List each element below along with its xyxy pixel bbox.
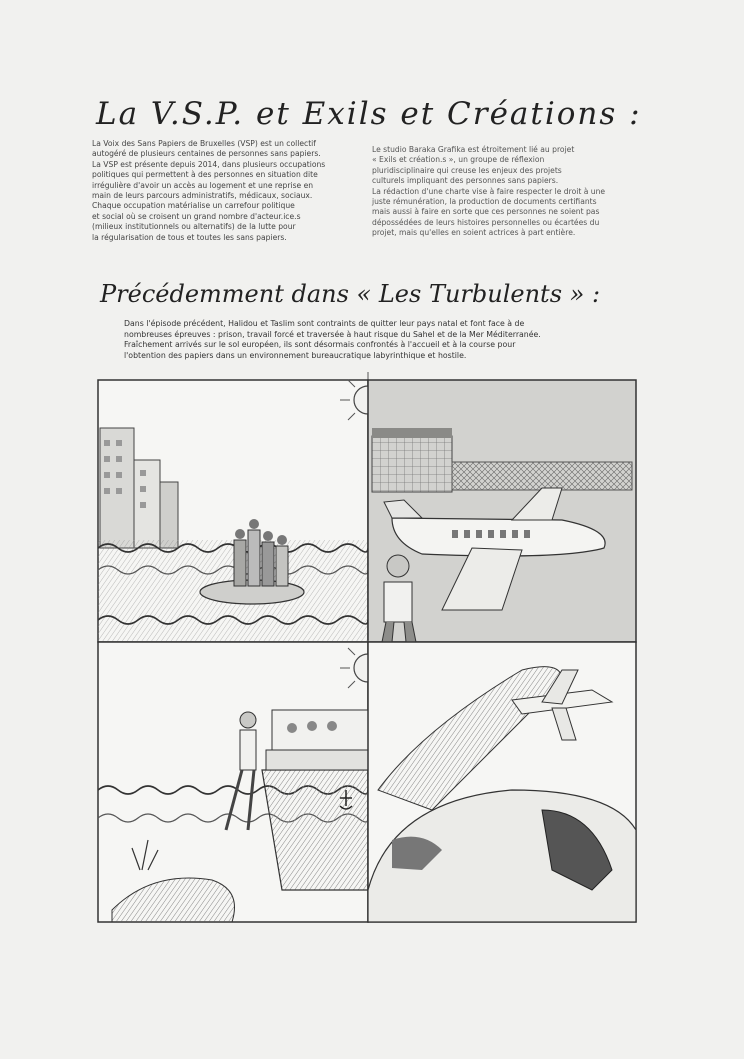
text-line: main de leurs parcours administratifs, médicaux, sociaux. [92, 191, 313, 201]
text-line: politiques qui permettent à des personnes en situation dite [92, 170, 318, 180]
text-line: l'obtention des papiers dans un environnement bureaucratique labyrinthique et hostile. [124, 350, 467, 360]
text-line: dépossédées de leurs histoires personnelles ou écartées du [372, 217, 600, 227]
text-line: Le studio Baraka Grafika est étroitement lié au projet [372, 145, 575, 154]
text-line: pluridisciplinaire qui creuse les enjeux des projets [372, 165, 562, 175]
text-line: juste rémunération, la production de documents certifiants [372, 197, 597, 207]
text-line: Chaque occupation matérialise un carrefour politique [92, 201, 295, 211]
text-line: La VSP est présente depuis 2014, dans plusieurs occupations [92, 159, 326, 169]
section-heading: Précédemment dans « Les Turbulents » : [100, 280, 601, 308]
exils-description [372, 145, 634, 239]
text-line: Fraîchement arrivés sur le sol européen, ils sont désormais confrontés à l'accueil et à la course pour [124, 340, 516, 350]
ship [262, 710, 368, 890]
text-line: nombreuses épreuves : prison, travail forcé et traversée à haut risque du Sahel et de la Mer Méditerranée. [124, 329, 541, 339]
text-line: la régularisation de tous et toutes les sans papiers. [92, 232, 287, 242]
text-line: « Exils et création.s », un groupe de réflexion [372, 155, 545, 165]
text-line: irrégulière d'avoir un accès au logement et une reprise en [92, 180, 314, 190]
page-title: La V.S.P. et Exils et Créations : [96, 96, 642, 132]
text-line: Dans l'épisode précédent, Halidou et Taslim sont contraints de quitter leur pays natal et font face à de [124, 319, 525, 328]
text-line: mais aussi à faire en sorte que ces personnes ne soient pas [372, 207, 600, 217]
episode-summary [124, 319, 604, 361]
panel-airport [368, 380, 636, 642]
text-line: projet, mais qu'elles en soient actrices à part entière. [372, 228, 576, 238]
text-line: et social où se croisent un grand nombre d'acteur.ice.s [92, 211, 301, 221]
vsp-description [92, 139, 354, 243]
panel-ship-arrival [98, 642, 368, 922]
text-line: La rédaction d'une charte vise à faire respecter le droit à une [372, 186, 606, 196]
text-line: culturels impliquant des personnes sans papiers. [372, 176, 559, 186]
text-line: (milieux institutionnels ou alternatifs) de la lutte pour [92, 222, 296, 232]
panel-boat-crossing [98, 380, 368, 642]
comic-grid [92, 370, 644, 930]
text-line: autogéré de plusieurs centaines de personnes sans papiers. [92, 149, 321, 159]
panel-globe-flight [368, 642, 636, 922]
text-line: La Voix des Sans Papiers de Bruxelles (VSP) est un collectif [92, 139, 316, 148]
